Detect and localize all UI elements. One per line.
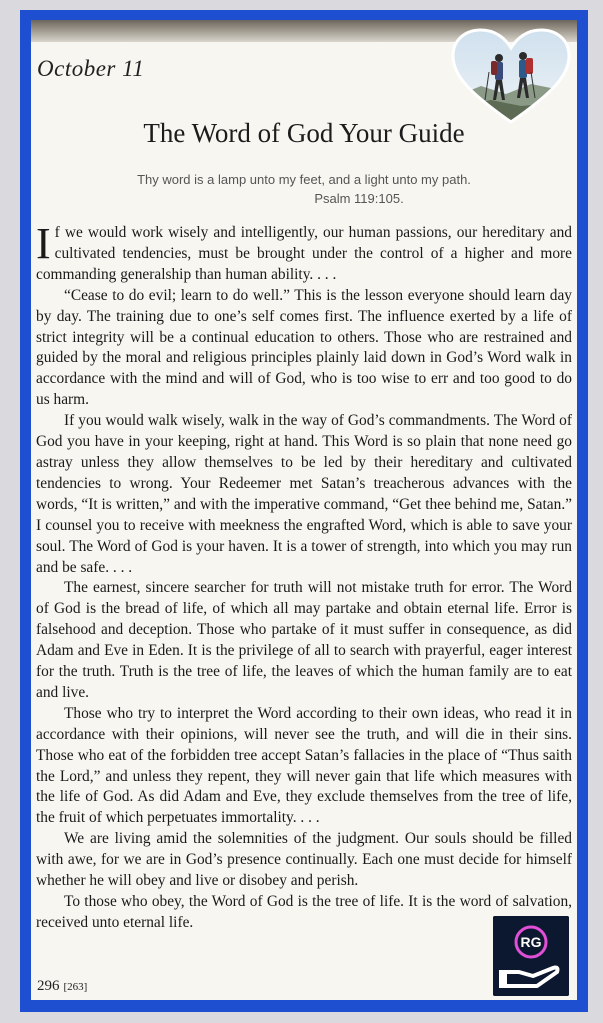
page-date: October 11 — [37, 56, 145, 81]
book-page — [31, 20, 577, 1000]
paragraph: The earnest, sincere searcher for truth will not mistake truth for error. The Word of God is the bread of life, of which all may partake and obtain eternal life. Error is falsehood and deception. Those who partake of it must suffer in consequence, as did Adam and Eve in Eden. It is the privilege of all to search with prayerful, eager interest for the truth. Truth is the tree of life, the leaves of which the human family are to eat and live. — [36, 579, 572, 701]
original-page-number: [263] — [63, 981, 88, 993]
page-footer — [37, 978, 87, 995]
paragraph: If we would work wisely and intelligently, our human passions, our hereditary and cultivated tendencies, must be brought under the control of a higher and more commanding generalship than human ability. . . . — [36, 219, 572, 283]
paragraph: To those who obey, the Word of God is the tree of life. It is the word of salvation, received unto eternal life. — [36, 893, 572, 931]
verse-text: Thy word is a lamp unto my feet, and a light unto my path. — [137, 172, 471, 187]
page-frame — [20, 10, 588, 1012]
page-number: 296 — [37, 978, 60, 994]
scripture-verse — [31, 170, 577, 208]
page-title: The Word of God Your Guide — [143, 118, 465, 148]
paragraph: If you would walk wisely, walk in the way of God’s commandments. The Word of God you have in your keeping, right at hand. This Word is so plain that none need go astray unless they allow themselves to be led by their hereditary and cultivated tendencies to wrong. Your Redeemer met Satan’s treacherous advances with the words, “It is written,” and with the imperative command, “Get thee behind me, Satan.” I counsel you to receive with meekness the engrafted Word, which is able to save your soul. The Word of God is your haven. It is a tower of strength, into which you may run and be safe. . . . — [36, 412, 572, 576]
drop-cap: I — [36, 219, 51, 268]
reading-body — [36, 219, 572, 934]
hikers-heart-image — [451, 28, 571, 124]
paragraph: “Cease to do evil; learn to do well.” This is the lesson everyone should learn day by day. The training due to one’s self comes first. The influence exerted by a life of strict integrity will be a continual education to others. Those who are restrained and guided by the moral and religious principles plainly laid down in God’s Word walk in accordance with the mind and will of God, who is too wise to err and too good to do us harm. — [36, 286, 572, 409]
svg-text:RG: RG — [520, 934, 542, 950]
rg-logo-badge — [493, 916, 569, 996]
paragraph: Those who try to interpret the Word according to their own ideas, who read it in accordance with their opinions, will never see the truth, and will die in their sins. Those who eat of the forbidden tree accept Satan’s fallacies in the place of “Thus saith the Lord,” and unless they repent, they will never gain that life which measures with the life of God. As did Adam and Eve, they exclude themselves from the tree of life, the fruit of which perpetuates immortality. . . . — [36, 704, 572, 827]
paragraph: We are living amid the solemnities of the judgment. Our souls should be filled with awe, for we are in God’s presence continually. Each one must decide for himself whether he will obey and live or disobey and perish. — [36, 830, 572, 890]
verse-reference: Psalm 119:105. — [314, 191, 404, 206]
